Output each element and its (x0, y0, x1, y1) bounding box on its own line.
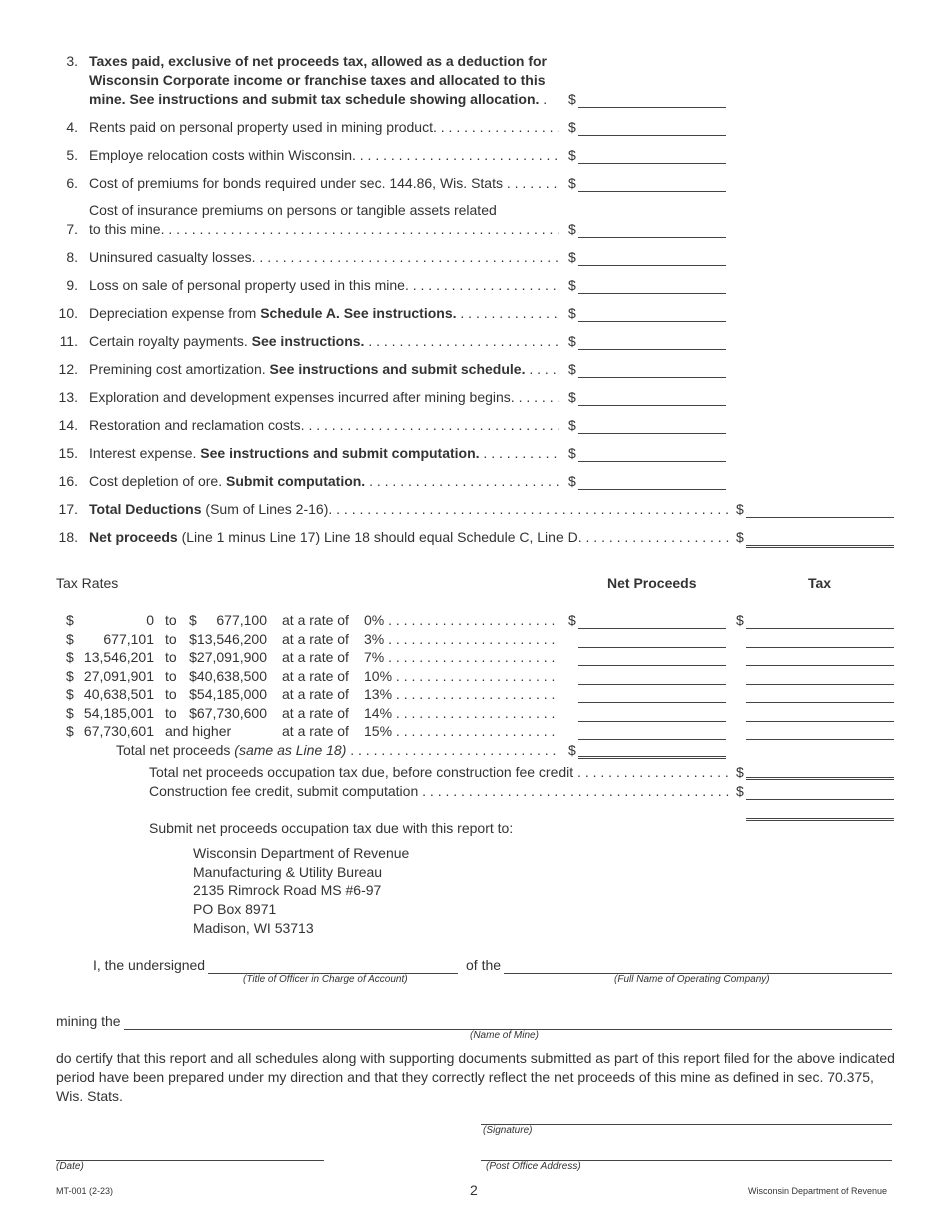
rate-percent: 10% . . . (364, 668, 558, 684)
rate-from-dollar: $ (66, 612, 74, 628)
line-description (89, 445, 559, 461)
line-amount-field[interactable] (578, 349, 726, 350)
rate-label: at a rate of (282, 704, 349, 721)
line-description (89, 147, 559, 163)
line-description (89, 361, 559, 377)
line-dollar: $ (568, 333, 576, 349)
address-line-4: PO Box 8971 (193, 901, 277, 917)
rate-to-word: to (165, 630, 177, 647)
net-proceeds-field[interactable] (578, 628, 726, 629)
tax-field[interactable] (746, 665, 894, 666)
line-number: 18. (58, 529, 78, 545)
line-3-number: 3. (66, 53, 78, 69)
address-line-3: 2135 Rimrock Road MS #6-97 (193, 882, 382, 898)
line-number: 5. (66, 147, 78, 163)
line-instruction-bold: Submit computation. (225, 473, 366, 489)
line-label-bold: Net proceeds (89, 529, 178, 545)
line-label: Certain royalty payments. (89, 333, 252, 349)
line-amount-field[interactable] (578, 135, 726, 136)
line-label: Uninsured casualty losses. (89, 249, 256, 265)
of-the-label: of the (466, 957, 502, 973)
line-description (89, 501, 729, 517)
net-proceeds-field[interactable] (578, 702, 726, 703)
line-amount-field[interactable] (578, 489, 726, 490)
tax-due-field[interactable] (746, 777, 894, 780)
page-number: 2 (470, 1182, 478, 1198)
rate-from-dollar: $ (66, 723, 74, 739)
line-description (89, 473, 559, 489)
net-tax-due-field[interactable] (746, 818, 894, 821)
tax-dollar: $ (736, 612, 744, 628)
line-description (89, 389, 559, 405)
line-description (89, 119, 559, 135)
net-proceeds-field[interactable] (578, 647, 726, 648)
line-dollar: $ (568, 221, 576, 237)
line-description (89, 249, 559, 265)
rate-from-amount: 13,546,201 (83, 649, 154, 665)
line-number: 7. (66, 221, 78, 237)
line-instruction-bold: See instructions and submit schedule. (269, 361, 526, 377)
line-label: Interest expense. (89, 445, 201, 461)
tax-field[interactable] (746, 628, 894, 629)
date-field[interactable] (56, 1160, 324, 1161)
line-label: Cost of premiums for bonds required under sec. 144.86, Wis. Stats (89, 175, 503, 191)
line-amount-field[interactable] (746, 545, 894, 548)
rate-from-amount: 27,091,901 (83, 667, 154, 684)
form-id: MT-001 (2-23) (56, 1186, 114, 1196)
mine-name-caption: (Name of Mine) (470, 1030, 539, 1041)
rate-to-word: and higher (165, 723, 232, 739)
date-caption: (Date) (56, 1161, 84, 1172)
signature-field[interactable] (481, 1124, 892, 1125)
rate-from-amount: 40,638,501 (83, 686, 154, 702)
address-line-2: Manufacturing & Utility Bureau (193, 864, 383, 880)
line-label-bold: Total Deductions (89, 501, 202, 517)
line-number: 12. (58, 361, 78, 377)
line-dollar: $ (568, 305, 576, 321)
total-net-proceeds-text: Total net proceeds (116, 742, 235, 758)
line-dollar: $ (568, 473, 576, 489)
certification-statement: do certify that this report and all schedules along with supporting documents submitted as part of this report filed for the above indicated period have been prepared under my direction and that they correctly reflect the net proceeds of this mine as defined in sec. 70.375, Wis. Stats. (56, 1050, 895, 1104)
rate-to-amount: 677,100 (216, 612, 267, 628)
line-description (89, 277, 559, 293)
fee-credit-field[interactable] (746, 799, 894, 800)
rate-percent: 13% . . . (364, 686, 558, 702)
line-dollar: $ (568, 249, 576, 265)
line-dollar: $ (568, 361, 576, 377)
tax-due-label: Total net proceeds occupation tax due, before construction fee credit . . . (149, 764, 729, 780)
rate-to-dollar: $ (189, 612, 197, 628)
line-number: 4. (66, 119, 78, 135)
mining-the-label: mining the (56, 1013, 121, 1029)
line-amount-field[interactable] (578, 377, 726, 378)
line-7-text-top: Cost of insurance premiums on persons or tangible assets related (89, 202, 497, 218)
tax-rates-title: Tax Rates (56, 575, 119, 591)
line-description (89, 305, 559, 321)
line-amount-field[interactable] (578, 321, 726, 322)
net-proceeds-column-header: Net Proceeds (607, 575, 697, 591)
rate-percent: 3% . . . (364, 631, 558, 647)
tax-field[interactable] (746, 739, 894, 740)
submit-intro: Submit net proceeds occupation tax due with this report to: (149, 820, 514, 836)
line-3-amount-field[interactable] (578, 107, 726, 108)
line-number: 8. (66, 249, 78, 265)
tax-field[interactable] (746, 647, 894, 648)
rate-from-dollar: $ (66, 667, 74, 684)
rate-from-amount: 0 (146, 612, 154, 628)
line-label: Exploration and development expenses incurred after mining begins. (89, 389, 515, 405)
rate-to-amount: $40,638,500 (189, 667, 267, 684)
total-net-proceeds-note: (same as Line 18) (234, 742, 347, 758)
rate-to-amount: $54,185,000 (189, 686, 267, 702)
fee-credit-label: Construction fee credit, submit computation . . . (149, 783, 729, 799)
line-label: Employe relocation costs within Wisconsin. (89, 147, 356, 163)
line-number: 14. (58, 417, 78, 433)
rate-to-word: to (165, 649, 177, 665)
rate-percent: 0% . . . (364, 612, 558, 628)
line-3-text-1: Taxes paid, exclusive of net proceeds tax, allowed as a deduction for (89, 53, 547, 69)
line-amount-field[interactable] (578, 265, 726, 266)
rate-from-amount: 54,185,001 (83, 704, 154, 721)
line-3-dollar: $ (568, 91, 576, 107)
line-amount-field[interactable] (578, 293, 726, 294)
line-number: 16. (58, 473, 78, 489)
line-label: to this mine. (89, 221, 165, 237)
line-dollar: $ (568, 277, 576, 293)
line-amount-field[interactable] (746, 517, 894, 518)
tax-field[interactable] (746, 702, 894, 703)
total-net-proceeds-field[interactable] (578, 756, 726, 759)
line-description (89, 221, 559, 237)
line-description (89, 417, 559, 433)
line-description (89, 529, 729, 545)
rate-to-word: to (165, 704, 177, 721)
line-dollar: $ (568, 147, 576, 163)
line-amount-field[interactable] (578, 433, 726, 434)
line-number: 10. (58, 305, 78, 321)
rate-to-word: to (165, 686, 177, 702)
rate-to-amount: $67,730,600 (189, 704, 267, 721)
line-label: Restoration and reclamation costs. (89, 417, 305, 433)
company-name-caption: (Full Name of Operating Company) (614, 974, 770, 985)
line-amount-field[interactable] (578, 461, 726, 462)
signature-caption: (Signature) (483, 1125, 533, 1136)
line-dollar: $ (568, 417, 576, 433)
rate-percent: 14% . . . (364, 705, 558, 721)
line-description (89, 333, 559, 349)
line-dollar: $ (736, 529, 744, 545)
rate-from-dollar: $ (66, 649, 74, 665)
line-number: 13. (58, 389, 78, 405)
undersigned-label: I, the undersigned (93, 957, 206, 973)
line-number: 15. (58, 445, 78, 461)
line-label: (Sum of Lines 2-16). (201, 501, 333, 517)
line-dollar: $ (568, 119, 576, 135)
net-proceeds-field[interactable] (578, 739, 726, 740)
net-proceeds-field[interactable] (578, 721, 726, 722)
tax-field[interactable] (746, 684, 894, 685)
line-dollar: $ (568, 445, 576, 461)
rate-from-dollar: $ (66, 686, 74, 702)
line-instruction-bold: See instructions and submit computation. (200, 445, 480, 461)
line-dollar: $ (736, 501, 744, 517)
tax-due-dollar: $ (736, 764, 744, 780)
line-amount-field[interactable] (578, 163, 726, 164)
rate-percent: 15% . . . (364, 723, 558, 739)
line-3-text-2: Wisconsin Corporate income or franchise taxes and allocated to this (89, 72, 546, 88)
rate-from-dollar: $ (66, 704, 74, 721)
line-instruction-bold: Schedule A. See instructions. (260, 305, 457, 321)
fee-credit-dollar: $ (736, 783, 744, 799)
line-amount-field[interactable] (578, 405, 726, 406)
address-line-1: Wisconsin Department of Revenue (193, 845, 410, 861)
officer-title-caption: (Title of Officer in Charge of Account) (243, 974, 408, 985)
rate-label: at a rate of (282, 686, 349, 702)
rate-percent: 7% . . . (364, 649, 558, 665)
line-number: 6. (66, 175, 78, 191)
net-proceeds-field[interactable] (578, 665, 726, 666)
line-dollar: $ (568, 389, 576, 405)
line-3-text-3-wrap: mine. See instructions and submit tax schedule showing allocation. . (89, 91, 548, 107)
line-label: Loss on sale of personal property used in this mine. (89, 277, 409, 293)
line-instruction-bold: See instructions. (251, 333, 365, 349)
net-proceeds-field[interactable] (578, 684, 726, 685)
total-net-proceeds-label (116, 742, 558, 758)
address-line-5: Madison, WI 53713 (193, 920, 314, 936)
line-label: (Line 1 minus Line 17) Line 18 should equal Schedule C, Line D. (177, 529, 582, 545)
line-amount-field[interactable] (578, 191, 726, 192)
line-dollar: $ (568, 175, 576, 191)
rate-to-amount: $13,546,200 (189, 630, 267, 647)
rate-label: at a rate of (282, 649, 349, 665)
rate-from-dollar: $ (66, 630, 74, 647)
rate-to-amount: $27,091,900 (189, 649, 267, 665)
line-label: Cost depletion of ore. (89, 473, 226, 489)
rate-from-amount: 67,730,601 (83, 723, 154, 739)
post-office-address-caption: (Post Office Address) (486, 1161, 581, 1172)
rate-to-word: to (165, 667, 177, 684)
rate-label: at a rate of (282, 612, 349, 628)
tax-column-header: Tax (808, 575, 832, 591)
line-label: Rents paid on personal property used in mining product. (89, 119, 437, 135)
department-name: Wisconsin Department of Revenue (748, 1186, 888, 1196)
rate-label: at a rate of (282, 667, 349, 684)
line-label: Depreciation expense from (89, 305, 261, 321)
line-number: 17. (58, 501, 78, 517)
line-number: 9. (66, 277, 78, 293)
rate-to-word: to (165, 612, 177, 628)
tax-field[interactable] (746, 721, 894, 722)
rate-label: at a rate of (282, 630, 349, 647)
rate-from-amount: 677,101 (103, 630, 154, 647)
line-number: 11. (59, 333, 78, 349)
line-amount-field[interactable] (578, 237, 726, 238)
net-proceeds-dollar: $ (568, 612, 576, 628)
line-description (89, 175, 559, 191)
line-3-text-3: mine. See instructions and submit tax schedule showing allocation. (89, 91, 540, 107)
total-net-proceeds-dollar: $ (568, 742, 576, 758)
line-label: Premining cost amortization. (89, 361, 270, 377)
rate-label: at a rate of (282, 723, 349, 739)
